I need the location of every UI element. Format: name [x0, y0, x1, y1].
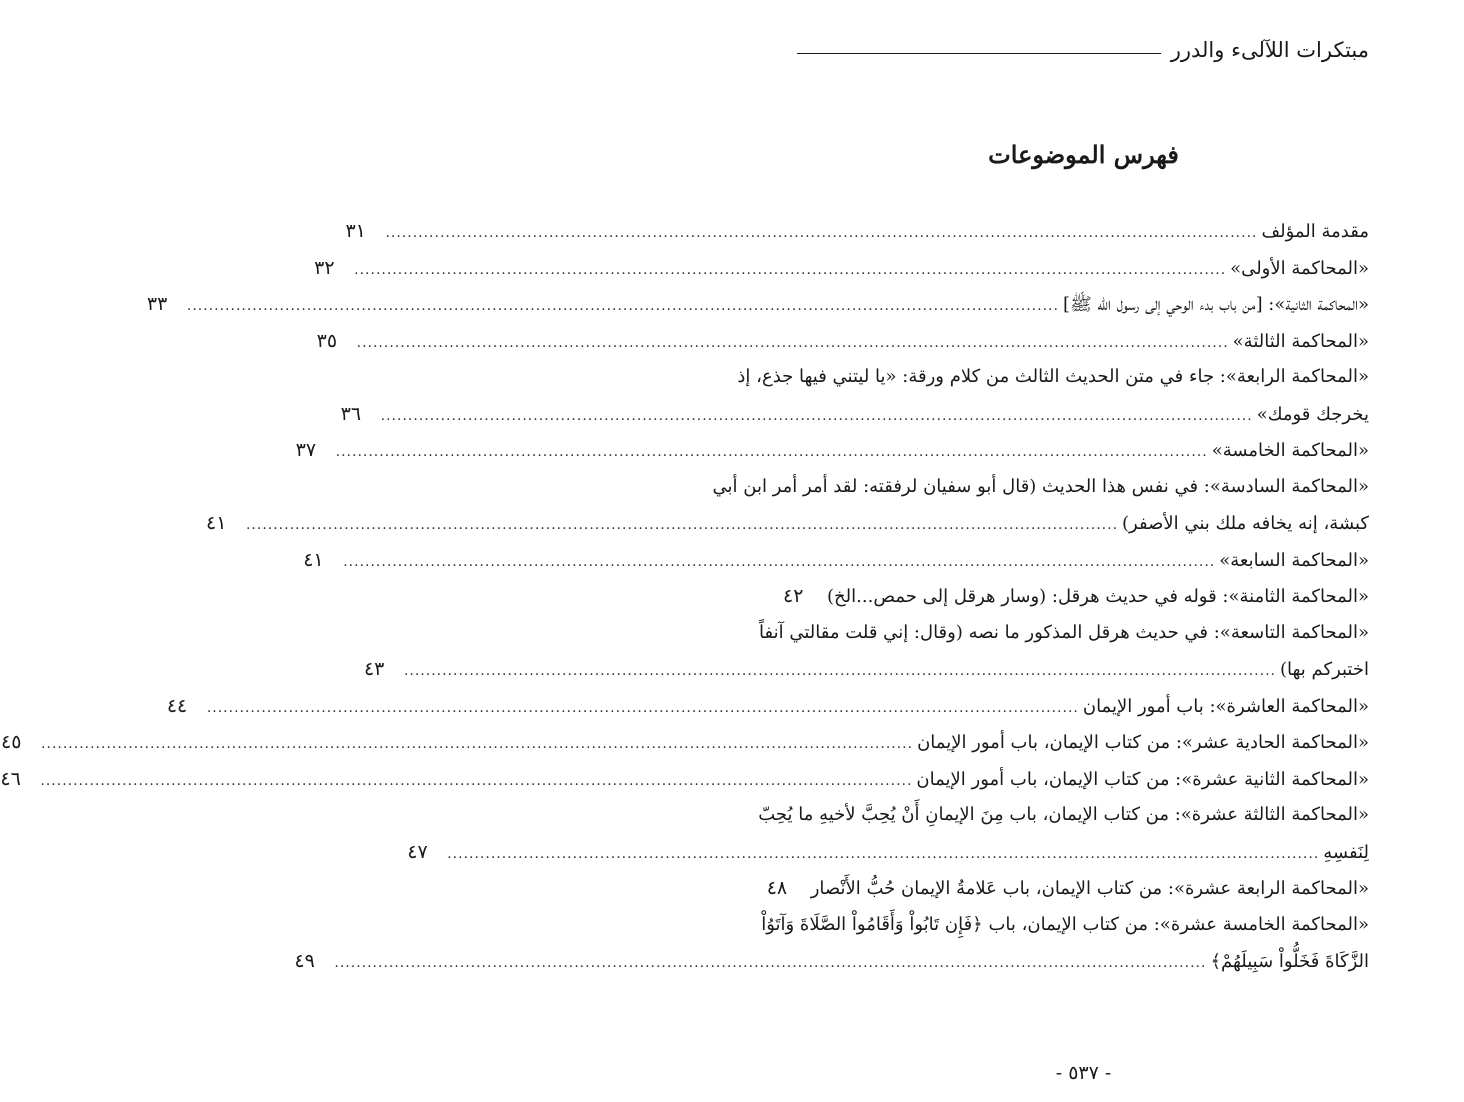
toc-entry-text: الزَّكَاةَ فَخَلُّواْ سَبِيلَهُمْ﴾: [1210, 951, 1369, 972]
dot-leader: [381, 398, 1253, 435]
toc-entry-text: كبشة، إنه يخافه ملك بني الأصفر): [1122, 513, 1369, 534]
toc-entry-line: [166, 688, 1369, 725]
toc-entry-text: «المحاكمة الرابعة»: جاء في متن الحديث الثالث من كلام ورقة: «يا ليتني فيها جذع، إذ: [737, 366, 1369, 387]
dot-leader: [187, 288, 1059, 325]
toc-entry-text: «المحاكمة الحادية عشر»: من كتاب الإيمان، باب أمور الإيمان: [917, 732, 1369, 753]
toc-entry: [205, 469, 1369, 542]
toc-entry-text: اختبركم بها): [1279, 659, 1369, 680]
toc-entry: [1, 724, 1369, 761]
toc-entry: [146, 286, 1369, 323]
toc-entry-text: لِنَفسِهِ: [1323, 841, 1369, 863]
running-header: [797, 34, 1369, 66]
toc-entry-text: «المحاكمة الثانية»: [من باب بدء الوحي إلى رسول الله ﷺ]: [1062, 294, 1369, 315]
dot-leader: [354, 252, 1226, 289]
toc-entry-line: [303, 542, 1369, 579]
toc-entry-text: «المحاكمة الخامسة عشرة»: من كتاب الإيمان، باب ﴿فَإِن تَابُواْ وَأَقَامُواْ الصَّلَاةَ وَآتَوُاْ: [761, 913, 1369, 935]
dot-leader: [343, 544, 1215, 581]
toc-entry-line: [146, 286, 1369, 323]
dot-leader: [385, 215, 1257, 252]
toc-entry-text: «المحاكمة السابعة»: [1219, 549, 1369, 571]
dot-leader: [334, 945, 1206, 982]
toc-entry-line: [205, 505, 1369, 542]
toc-entry-text: يخرجك قومك»: [1256, 403, 1369, 425]
toc-entry: [316, 323, 1369, 360]
toc-entry: [407, 797, 1369, 870]
toc-page-number: ٤٣: [363, 658, 385, 680]
toc-entry-text: «المحاكمة التاسعة»: في حديث هرقل المذكور ما نصه (وقال: إني قلت مقالتي آنفاً: [759, 621, 1369, 643]
toc-entry-text: «المحاكمة الخامسة»: [1211, 440, 1369, 461]
toc-entry-text: «المحاكمة الثانية عشرة»: من كتاب الإيمان، باب أمور الإيمان: [916, 768, 1369, 790]
toc-entry-line: [758, 797, 1369, 834]
toc-entry-text: «المحاكمة الثالثة عشرة»: من كتاب الإيمان، باب مِنَ الإيمانِ أَنْ يُحِبَّ لأخيهِ ما يُحِبّ: [758, 804, 1369, 825]
toc-entry: [314, 250, 1369, 287]
toc-entry-text: «المحاكمة الرابعة عشرة»: من كتاب الإيمان، باب عَلامةُ الإيمان حُبُّ الأَنْصار: [810, 878, 1369, 899]
toc-page-number: ٤٤: [166, 694, 188, 717]
toc-entry-text: «المحاكمة السادسة»: في نفس هذا الحديث (قال أبو سفيان لرفقته: لقد أمر أمر ابن أبي: [712, 475, 1369, 497]
toc-entry: [294, 907, 1369, 980]
toc-entry-text: «المحاكمة الثامنة»: قوله في حديث هرقل: (وسار هرقل إلى حمص...الخ): [827, 586, 1369, 607]
toc-entry: [345, 213, 1369, 250]
dot-leader: [41, 726, 913, 763]
toc-entry-line: [314, 250, 1369, 287]
toc-entry-text: مقدمة المؤلف: [1261, 221, 1369, 242]
toc-page-number: ٤١: [205, 512, 227, 534]
toc-page-number: ٣٥: [316, 329, 338, 352]
toc-entry-line: [783, 578, 1369, 615]
toc-page-number: ٤٨: [766, 877, 788, 899]
dot-leader: [404, 653, 1276, 690]
toc-entry-line: [294, 943, 1369, 980]
toc-page-number: ٤٢: [783, 585, 804, 607]
toc-entry-line: [759, 615, 1369, 652]
page-title: فهرس الموضوعات: [988, 140, 1179, 169]
toc-entry-line: [340, 396, 1369, 433]
toc-entry-text: «المحاكمة الثالثة»: [1232, 330, 1369, 352]
toc-entry-line: [316, 323, 1369, 360]
toc-entry-line: [766, 870, 1369, 907]
table-of-contents: [0, 213, 1369, 980]
dot-leader: [246, 507, 1118, 544]
toc-page-number: ٤٧: [407, 840, 428, 863]
toc-entry: [295, 432, 1369, 469]
toc-page-number: ٤١: [303, 548, 324, 571]
toc-page-number: ٣٦: [340, 402, 362, 425]
dot-leader: [40, 763, 912, 800]
toc-entry: [0, 761, 1369, 798]
toc-entry: [340, 359, 1369, 432]
toc-entry-line: [0, 761, 1369, 798]
toc-entry-line: [363, 651, 1369, 688]
toc-page-number: ٣١: [345, 220, 366, 242]
toc-page-number: ٣٢: [314, 256, 335, 279]
toc-entry: [766, 870, 1369, 907]
toc-page-number: ٤٦: [0, 767, 21, 790]
toc-entry-line: [737, 359, 1369, 396]
page-number: - ٥٣٧ -: [1055, 1062, 1112, 1084]
toc-entry-text: «المحاكمة الأولى»: [1230, 257, 1369, 279]
dot-leader: [207, 690, 1079, 727]
toc-entry-line: [345, 213, 1369, 250]
toc-entry-line: [761, 907, 1369, 944]
toc-page-number: ٤٩: [294, 950, 315, 972]
toc-page-number: ٤٥: [1, 731, 22, 753]
toc-entry-line: [712, 469, 1369, 506]
toc-entry: [303, 542, 1369, 579]
book-title: مبتكرات اللآلىء والدرر: [1170, 38, 1369, 62]
toc-entry-line: [1, 724, 1369, 761]
dot-leader: [357, 325, 1229, 362]
header-rule: [797, 53, 1161, 54]
toc-entry-text: «المحاكمة العاشرة»: باب أمور الإيمان: [1082, 695, 1369, 717]
toc-entry: [166, 688, 1369, 725]
toc-entry: [363, 615, 1369, 688]
toc-entry: [783, 578, 1369, 615]
toc-page-number: ٣٧: [295, 439, 317, 461]
dot-leader: [336, 434, 1208, 471]
toc-entry-line: [295, 432, 1369, 469]
toc-entry-line: [407, 834, 1369, 871]
dot-leader: [447, 836, 1319, 873]
toc-page-number: ٣٣: [146, 293, 168, 315]
